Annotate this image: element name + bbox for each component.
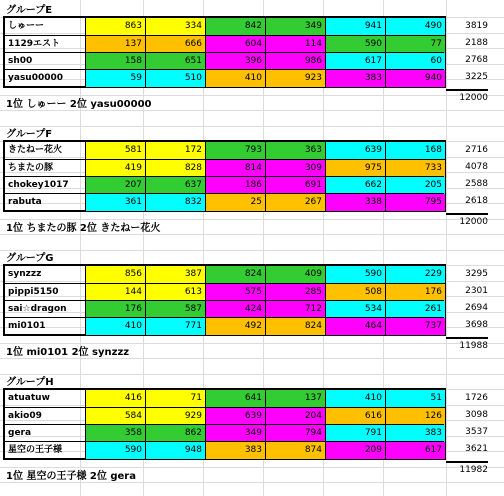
row-total[interactable]: 3698: [465, 320, 488, 330]
score-cell[interactable]: 862: [145, 425, 205, 442]
score-cell[interactable]: 651: [145, 53, 205, 70]
table-row: [5, 52, 444, 70]
table-row: [5, 193, 444, 211]
score-cell[interactable]: 172: [145, 142, 205, 159]
row-total[interactable]: 2694: [465, 303, 488, 313]
table-row: [5, 390, 444, 407]
score-cell[interactable]: 814: [205, 160, 265, 177]
score-cell[interactable]: 114: [265, 36, 325, 53]
score-cell[interactable]: 349: [265, 18, 325, 35]
row-total[interactable]: 3537: [465, 427, 488, 437]
score-cell[interactable]: 832: [145, 194, 205, 211]
table-row: [5, 441, 444, 459]
score-cell[interactable]: 410: [205, 70, 265, 87]
score-cell[interactable]: 490: [385, 18, 445, 35]
row-total[interactable]: 3098: [465, 410, 488, 420]
score-cell[interactable]: 584: [85, 408, 145, 425]
table-row: [5, 407, 444, 425]
score-cell[interactable]: 733: [385, 160, 445, 177]
player-name-cell[interactable]: synzzz: [8, 269, 42, 279]
score-cell[interactable]: 492: [205, 318, 265, 335]
score-cell[interactable]: 419: [85, 160, 145, 177]
score-cell[interactable]: 617: [385, 442, 445, 459]
score-cell[interactable]: 168: [385, 142, 445, 159]
player-name-cell[interactable]: yasu00000: [8, 73, 64, 83]
score-cell[interactable]: 641: [205, 390, 265, 407]
score-cell[interactable]: 874: [265, 442, 325, 459]
player-name-cell[interactable]: atuatuw: [8, 393, 50, 403]
row-total[interactable]: 2188: [465, 38, 488, 48]
score-cell[interactable]: 51: [385, 390, 445, 407]
score-cell[interactable]: 639: [205, 408, 265, 425]
score-cell[interactable]: 587: [145, 301, 205, 318]
score-cell[interactable]: 828: [145, 160, 205, 177]
score-cell[interactable]: 824: [205, 266, 265, 283]
score-cell[interactable]: 204: [265, 408, 325, 425]
score-cell[interactable]: 771: [145, 318, 205, 335]
player-name-cell[interactable]: 1129エスト: [8, 39, 61, 49]
score-cell[interactable]: 71: [145, 390, 205, 407]
group-section: [0, 124, 504, 248]
group-total[interactable]: 11982: [446, 461, 488, 476]
score-table: [3, 140, 446, 212]
score-cell[interactable]: 575: [205, 284, 265, 301]
score-cell[interactable]: 794: [265, 425, 325, 442]
score-cell[interactable]: 824: [265, 318, 325, 335]
table-row: [5, 69, 444, 87]
ranking-result: 1位 mi0101 2位 synzzz: [6, 347, 130, 358]
score-cell[interactable]: 309: [265, 160, 325, 177]
row-total[interactable]: 2588: [465, 179, 488, 189]
score-cell[interactable]: 986: [265, 53, 325, 70]
score-cell[interactable]: 60: [385, 53, 445, 70]
row-total[interactable]: 3819: [465, 21, 488, 31]
score-table: [3, 388, 446, 460]
group-total[interactable]: 12000: [446, 213, 488, 228]
score-cell[interactable]: 338: [325, 194, 385, 211]
score-cell[interactable]: 205: [385, 177, 445, 194]
group-title: グループG: [6, 253, 54, 264]
score-cell[interactable]: 59: [85, 70, 145, 87]
score-cell[interactable]: 358: [85, 425, 145, 442]
player-name-cell[interactable]: sh00: [8, 56, 33, 66]
score-cell[interactable]: 534: [325, 301, 385, 318]
player-name-cell[interactable]: gera: [8, 428, 32, 438]
score-cell[interactable]: 666: [145, 36, 205, 53]
ranking-result: 1位 星空の王子様 2位 gera: [6, 471, 136, 482]
score-cell[interactable]: 396: [205, 53, 265, 70]
score-cell[interactable]: 581: [85, 142, 145, 159]
score-cell[interactable]: 604: [205, 36, 265, 53]
score-cell[interactable]: 941: [325, 18, 385, 35]
player-name-cell[interactable]: きたねー花火: [8, 145, 63, 155]
row-total[interactable]: 1726: [465, 393, 488, 403]
player-name-cell[interactable]: ちまたの豚: [8, 163, 54, 173]
group-total[interactable]: 12000: [446, 89, 488, 104]
score-cell[interactable]: 144: [85, 284, 145, 301]
player-name-cell[interactable]: mi0101: [8, 321, 46, 331]
score-cell[interactable]: 464: [325, 318, 385, 335]
row-total[interactable]: 3225: [465, 72, 488, 82]
group-section: [0, 0, 504, 124]
score-table: [3, 264, 446, 336]
score-cell[interactable]: 613: [145, 284, 205, 301]
group-title: グループF: [6, 129, 53, 140]
score-cell[interactable]: 923: [265, 70, 325, 87]
score-cell[interactable]: 285: [265, 284, 325, 301]
score-cell[interactable]: 590: [85, 442, 145, 459]
score-cell[interactable]: 929: [145, 408, 205, 425]
score-cell[interactable]: 363: [265, 142, 325, 159]
score-cell[interactable]: 349: [205, 425, 265, 442]
score-cell[interactable]: 209: [325, 442, 385, 459]
score-cell[interactable]: 409: [265, 266, 325, 283]
score-cell[interactable]: 793: [205, 142, 265, 159]
score-cell[interactable]: 334: [145, 18, 205, 35]
ranking-result: 1位 しゅーー 2位 yasu00000: [6, 99, 152, 110]
score-cell[interactable]: 616: [325, 408, 385, 425]
table-row: [5, 176, 444, 194]
score-cell[interactable]: 424: [205, 301, 265, 318]
player-name-cell[interactable]: しゅーー: [8, 21, 45, 31]
score-cell[interactable]: 856: [85, 266, 145, 283]
score-cell[interactable]: 387: [145, 266, 205, 283]
score-cell[interactable]: 842: [205, 18, 265, 35]
score-cell[interactable]: 416: [85, 390, 145, 407]
row-total[interactable]: 3295: [465, 269, 488, 279]
score-cell[interactable]: 948: [145, 442, 205, 459]
score-cell[interactable]: 267: [265, 194, 325, 211]
table-row: [5, 300, 444, 318]
score-cell[interactable]: 975: [325, 160, 385, 177]
table-row: [5, 35, 444, 53]
score-cell[interactable]: 410: [85, 318, 145, 335]
score-cell[interactable]: 410: [325, 390, 385, 407]
row-total[interactable]: 4078: [465, 162, 488, 172]
group-title: グループH: [6, 377, 54, 388]
group-section: [0, 372, 504, 496]
player-name-cell[interactable]: 星空の王子様: [8, 445, 63, 455]
score-table: [3, 16, 446, 88]
row-total[interactable]: 2618: [465, 196, 488, 206]
score-cell[interactable]: 662: [325, 177, 385, 194]
player-name-cell[interactable]: sai☆dragon: [8, 304, 67, 314]
score-cell[interactable]: 229: [385, 266, 445, 283]
table-row: [5, 142, 444, 159]
row-total[interactable]: 2301: [465, 286, 488, 296]
table-row: [5, 18, 444, 35]
player-name-cell[interactable]: akio09: [8, 411, 42, 421]
table-row: [5, 317, 444, 335]
score-cell[interactable]: 383: [385, 425, 445, 442]
ranking-result: 1位 ちまたの豚 2位 きたねー花火: [6, 223, 161, 234]
score-cell[interactable]: 25: [205, 194, 265, 211]
row-total[interactable]: 3621: [465, 444, 488, 454]
table-row: [5, 283, 444, 301]
score-cell[interactable]: 126: [385, 408, 445, 425]
group-section: [0, 248, 504, 372]
score-cell[interactable]: 639: [325, 142, 385, 159]
score-cell[interactable]: 637: [145, 177, 205, 194]
score-cell[interactable]: 77: [385, 36, 445, 53]
score-cell[interactable]: 791: [325, 425, 385, 442]
score-cell[interactable]: 383: [205, 442, 265, 459]
row-total[interactable]: 2716: [465, 145, 488, 155]
score-cell[interactable]: 261: [385, 301, 445, 318]
score-cell[interactable]: 361: [85, 194, 145, 211]
score-cell[interactable]: 617: [325, 53, 385, 70]
table-row: [5, 424, 444, 442]
score-cell[interactable]: 158: [85, 53, 145, 70]
score-cell[interactable]: 137: [85, 36, 145, 53]
score-cell[interactable]: 137: [265, 390, 325, 407]
table-row: [5, 266, 444, 283]
player-name-cell[interactable]: rabuta: [8, 197, 42, 207]
score-cell[interactable]: 510: [145, 70, 205, 87]
score-cell[interactable]: 590: [325, 266, 385, 283]
group-total[interactable]: 11988: [446, 337, 488, 352]
score-cell[interactable]: 940: [385, 70, 445, 87]
score-cell[interactable]: 176: [85, 301, 145, 318]
score-cell[interactable]: 737: [385, 318, 445, 335]
row-total[interactable]: 2768: [465, 55, 488, 65]
score-cell[interactable]: 176: [385, 284, 445, 301]
score-cell[interactable]: 712: [265, 301, 325, 318]
group-title: グループE: [6, 5, 53, 16]
score-cell[interactable]: 383: [325, 70, 385, 87]
table-row: [5, 159, 444, 177]
player-name-cell[interactable]: chokey1017: [8, 180, 69, 190]
score-cell[interactable]: 863: [85, 18, 145, 35]
score-cell[interactable]: 795: [385, 194, 445, 211]
score-cell[interactable]: 590: [325, 36, 385, 53]
player-name-cell[interactable]: pippi5150: [8, 287, 59, 297]
score-cell[interactable]: 508: [325, 284, 385, 301]
score-cell[interactable]: 207: [85, 177, 145, 194]
score-cell[interactable]: 691: [265, 177, 325, 194]
score-cell[interactable]: 186: [205, 177, 265, 194]
